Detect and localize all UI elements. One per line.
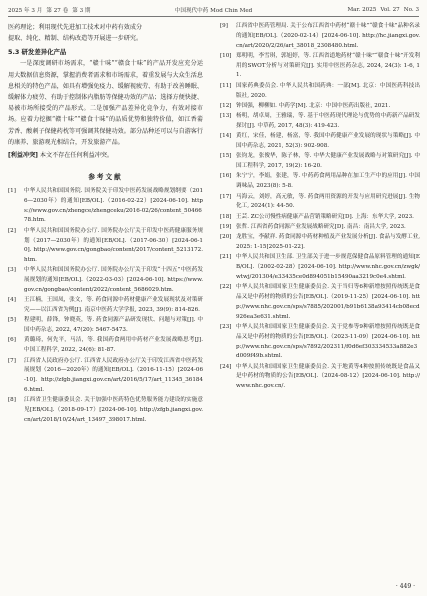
reference-item — [8, 227, 203, 266]
reference-text: 国家药典委员会. 中华人民共和国药典：一部[M]. 北京：中国医药科技出版社, 2020. — [236, 82, 420, 99]
reference-text: 程建明，薛锋，钟晓英，等. 药食同源产品研发现状、问题与对策[J]. 中国中药杂志, 2022, 47(20): 5467-5473. — [24, 317, 203, 334]
reference-item — [220, 52, 420, 81]
reference-text: 王芸. ZC公司慢性病健康产品营销策略研究[D]. 上海：东华大学, 2023. — [236, 213, 414, 220]
reference-item — [220, 132, 420, 152]
reference-text: 朱宁宁，李娟，张建，等. 中药药食两用品种在加工生产中的应用[J]. 中国调味品, 2023(8): 5-8. — [236, 173, 420, 190]
reference-number: [23] — [220, 323, 232, 330]
reference-number: [15] — [220, 153, 232, 160]
reference-number: [18] — [220, 213, 232, 220]
right-column — [220, 22, 420, 392]
reference-number: [9] — [220, 23, 228, 29]
reference-number: [8] — [8, 397, 16, 404]
header-date-en: Mar. 2025 — [347, 7, 377, 13]
reference-item — [8, 187, 203, 226]
reference-text: 中华人民共和国卫生部. 卫生部关于进一步规范保健食品原料管理的通知[EB/OL].（2002-02-28）[2024-06-10]. http://www.nhc.gov.cn/zwgk/wtwj/201304/e33435ce0d894051b15490aa3219c0e4.shtml. — [236, 254, 420, 280]
reference-item — [220, 112, 420, 132]
journal-name-en: Mod Chin Med — [210, 8, 253, 14]
reference-text: 钟国强，柳柳如. 中药学[M]. 北京：中国中医药出版社, 2021. — [236, 102, 391, 109]
intro-line: 提取、纯化、精制、结构改造等开展进一步研究。 — [8, 35, 143, 43]
reference-text: 江西省卫生健康委员会. 关于加强中医药特色优势服务能力建设的实施意见[EB/OL].（2018-09-17）[2024-06-10]. http://zfgb.jiangxi.gov.cn/art/2018/10/24/art_13497_398017.html. — [24, 397, 203, 423]
reference-item — [220, 223, 420, 233]
reference-text: 江西省人民政府办公厅. 江西省人民政府办公厅关于印发江西省中医药发展规划（2016—2020年）的通知[EB/OL].（2016-11-15）[2024-06-10]. http://zfgb.jiangxi.gov.cn/art/2016/5/17/art_11345_361846.html. — [24, 357, 203, 393]
reference-number: [17] — [220, 193, 232, 200]
reference-text: 黄红，宋佳，杨建，杨富，等. 我国中药健康产业发展的现状与策略[J]. 中国中药杂志, 2021, 52(3): 902-908. — [236, 133, 420, 150]
reference-text: 黄璐琦，何先平，马洁，等. 我国药食两用中药材产业发展战略思考[J]. 中国工程科学, 2022, 24(6): 81-87. — [24, 337, 203, 354]
reference-text: 马海云，刘婷，高元敏，等. 药食两用资源的开发与应用研究进展[J]. 生物化工, 2024(1): 44-50. — [236, 193, 420, 210]
reference-item — [220, 82, 420, 102]
reference-item — [8, 316, 203, 336]
header-left — [8, 6, 91, 14]
intro-line: 医药理论；利用现代先进加工技术对中药有效成分 — [8, 24, 143, 31]
reference-item — [220, 323, 420, 362]
reference-number: [13] — [220, 113, 232, 120]
reference-text: 张哲. 江西省药食同源产业发展战略研究[D]. 南昌：南昌大学, 2023. — [236, 223, 406, 230]
section-title: 5.3 研发差异化产品 — [8, 48, 67, 57]
reference-item — [220, 213, 420, 223]
references-title: 参考文献 — [88, 173, 123, 182]
reference-text: 中华人民共和国国家卫生健康委员会. 关于党参等9种新增按照传统既是食品又是中药材的物质的公告[EB/OL].（2023-11-09）[2024-06-10]. http://www.nhc.gov.cn/sps/s7892/202311/f0d6ef303334533a882e3d009f49b.shtml. — [236, 323, 420, 360]
reference-item — [8, 336, 203, 356]
reference-text: 张钧龙，张俊华，陈子林，等. 中华大健康产业发展战略与对策研究[J]. 中国工程科学, 2017, 19(2): 16-20. — [236, 153, 420, 170]
header-right — [347, 7, 419, 13]
reference-item — [220, 283, 420, 322]
reference-text: 王江楠，王国凤，张文，等. 药食同源中药材健康产业发展现状及对策研究——以江西省为例[J]. 南京中医药大学学报, 2023, 39(9): 814-826. — [24, 297, 203, 314]
reference-number: [6] — [8, 337, 16, 344]
reference-text: 龙胜宝，李献祥. 药食同源中药材种植及产业发展分析[J]. 食品与发酵工业, 2025: 1-15[2025-01-22]. — [236, 234, 420, 251]
reference-text: 中华人民共和国国家卫生健康委员会. 关于地黄等4种按照传统既是食品又是中药材的物质的公告[EB/OL].（2024-08-12）[2024-06-10]. http://www.nhc.gov.cn/. — [236, 363, 420, 390]
reference-item — [220, 152, 420, 172]
reference-text: 郑明明，李雪琪，郭旭婷，等. 江西省道地药材“赣十味”“赣食十味”开发利用的SWOT分析与对策研究[J]. 实用中医医药杂志, 2024, 24(3): 1-6, 11. — [236, 52, 420, 79]
reference-text: 中华人民共和国国务院办公厅. 国务院办公厅关于印发“十四五”中医药发展规划的通知[EB/OL].（2022-03-03）[2024-06-10]. https://www.gov.cn/gongbao/content/2022/content_5686029.htm. — [24, 267, 203, 293]
left-column — [8, 22, 203, 426]
page-number: · 449 · — [395, 583, 415, 590]
reference-list-left — [8, 187, 203, 426]
reference-number: [1] — [8, 188, 16, 195]
section-body: 一是深度调研市场需求，“赣十味”“赣食十味”的产品开发应充分运用大数据信息资源，掌握消费者需求和市场需求，着重发展与大众生活息息相关的特色产品，如具有增强免疫力、缓解视疲劳、有助于改善睡眠、缓解体力疲劳、有助于控制体内脂肪等保健功效的产品；选择方便快捷、易被市场所接受的产品形式。二是加强产品差异化竞争力，有效对接市场。应着力挖掘“赣十味”“赣食十味”的品质优势和独特价值，如江香薷芳香、酸刺子保健药枕等可强调其保健功效。部分品种还可以与自游客行的康养、旅游观光相结合，开发旅游产品。 — [8, 60, 203, 146]
header-date-cn: 2025 年 3 月 — [8, 8, 43, 14]
header-issue-en: No. 3 — [403, 7, 419, 13]
conflict-of-interest — [8, 150, 203, 161]
reference-item — [220, 22, 420, 51]
reference-item — [8, 296, 203, 316]
conflict-label: [利益冲突] — [8, 152, 38, 160]
reference-number: [2] — [8, 227, 16, 234]
header-volume-cn: 第 27 卷 — [46, 8, 69, 14]
reference-number: [12] — [220, 102, 232, 109]
reference-number: [21] — [220, 254, 232, 261]
running-header — [8, 4, 419, 17]
reference-number: [16] — [220, 173, 232, 180]
reference-number: [14] — [220, 133, 232, 140]
reference-item — [8, 266, 203, 295]
reference-text: 中华人民共和国国务院. 国务院关于印发中医药发展战略规划纲要（2016—2030年）的通知[EB/OL].（2016-02-22）[2024-06-10]. https://www.gov.cn/zhengce/zhengceku/2016-02/26/content_5046678.htm. — [24, 188, 203, 224]
reference-item — [8, 357, 203, 396]
reference-text: 江西省中医药管理局. 关于公布江西省中药材“赣十味”“赣食十味”品种名录的通知[EB/OL].（2020-02-14）[2024-06-10]. http://hc.jiangxi.gov.cn/art/2020/2/26/art_38018_2308480.html. — [236, 23, 420, 49]
reference-number: [5] — [8, 317, 16, 324]
reference-number: [4] — [8, 297, 16, 304]
reference-item — [220, 253, 420, 282]
reference-number: [24] — [220, 363, 232, 370]
reference-number: [3] — [8, 267, 16, 274]
reference-item — [8, 396, 203, 425]
reference-text: 中华人民共和国国务院办公厅. 国务院办公厅关于印发中医药健康服务规划（2017—2030年）的通知[EB/OL].（2017-06-30）[2024-06-10]. http://www.gov.cn/gongbao/content/2017/content_5213172.htm. — [24, 227, 203, 264]
conflict-text: 本文不存在任何利益冲突。 — [39, 152, 114, 160]
header-issue-cn: 第 3 期 — [72, 8, 91, 14]
reference-number: [22] — [220, 284, 232, 291]
reference-text: 杨明，胡卓周，王雅瑞，等. 基于中医药现代理论与优势的中药新产品研发探讨[J]. 中草药, 2017, 48(3): 419-423. — [236, 113, 420, 129]
reference-number: [7] — [8, 357, 16, 364]
journal-name-cn: 中国现代中药 — [174, 8, 209, 14]
reference-item — [220, 102, 420, 112]
reference-number: [11] — [220, 82, 232, 89]
reference-list-right — [220, 22, 420, 392]
reference-item — [220, 193, 420, 213]
header-volume-en: Vol. 27 — [380, 7, 400, 13]
reference-item — [220, 363, 420, 392]
reference-item — [220, 172, 420, 192]
header-journal — [175, 6, 253, 14]
reference-number: [20] — [220, 234, 232, 241]
reference-text: 中华人民共和国国家卫生健康委员会. 关于当归等6种新增按照传统既是食品又是中药材的物质的公告[EB/OL].（2019-11-25）[2024-06-10]. http://www.nhc.gov.cn/sps/s7885/202001/b91b6138a93414cb08ecd926ea3e631.shtml. — [236, 284, 420, 320]
reference-number: [19] — [220, 223, 232, 230]
reference-item — [220, 233, 420, 253]
reference-number: [10] — [220, 52, 232, 59]
